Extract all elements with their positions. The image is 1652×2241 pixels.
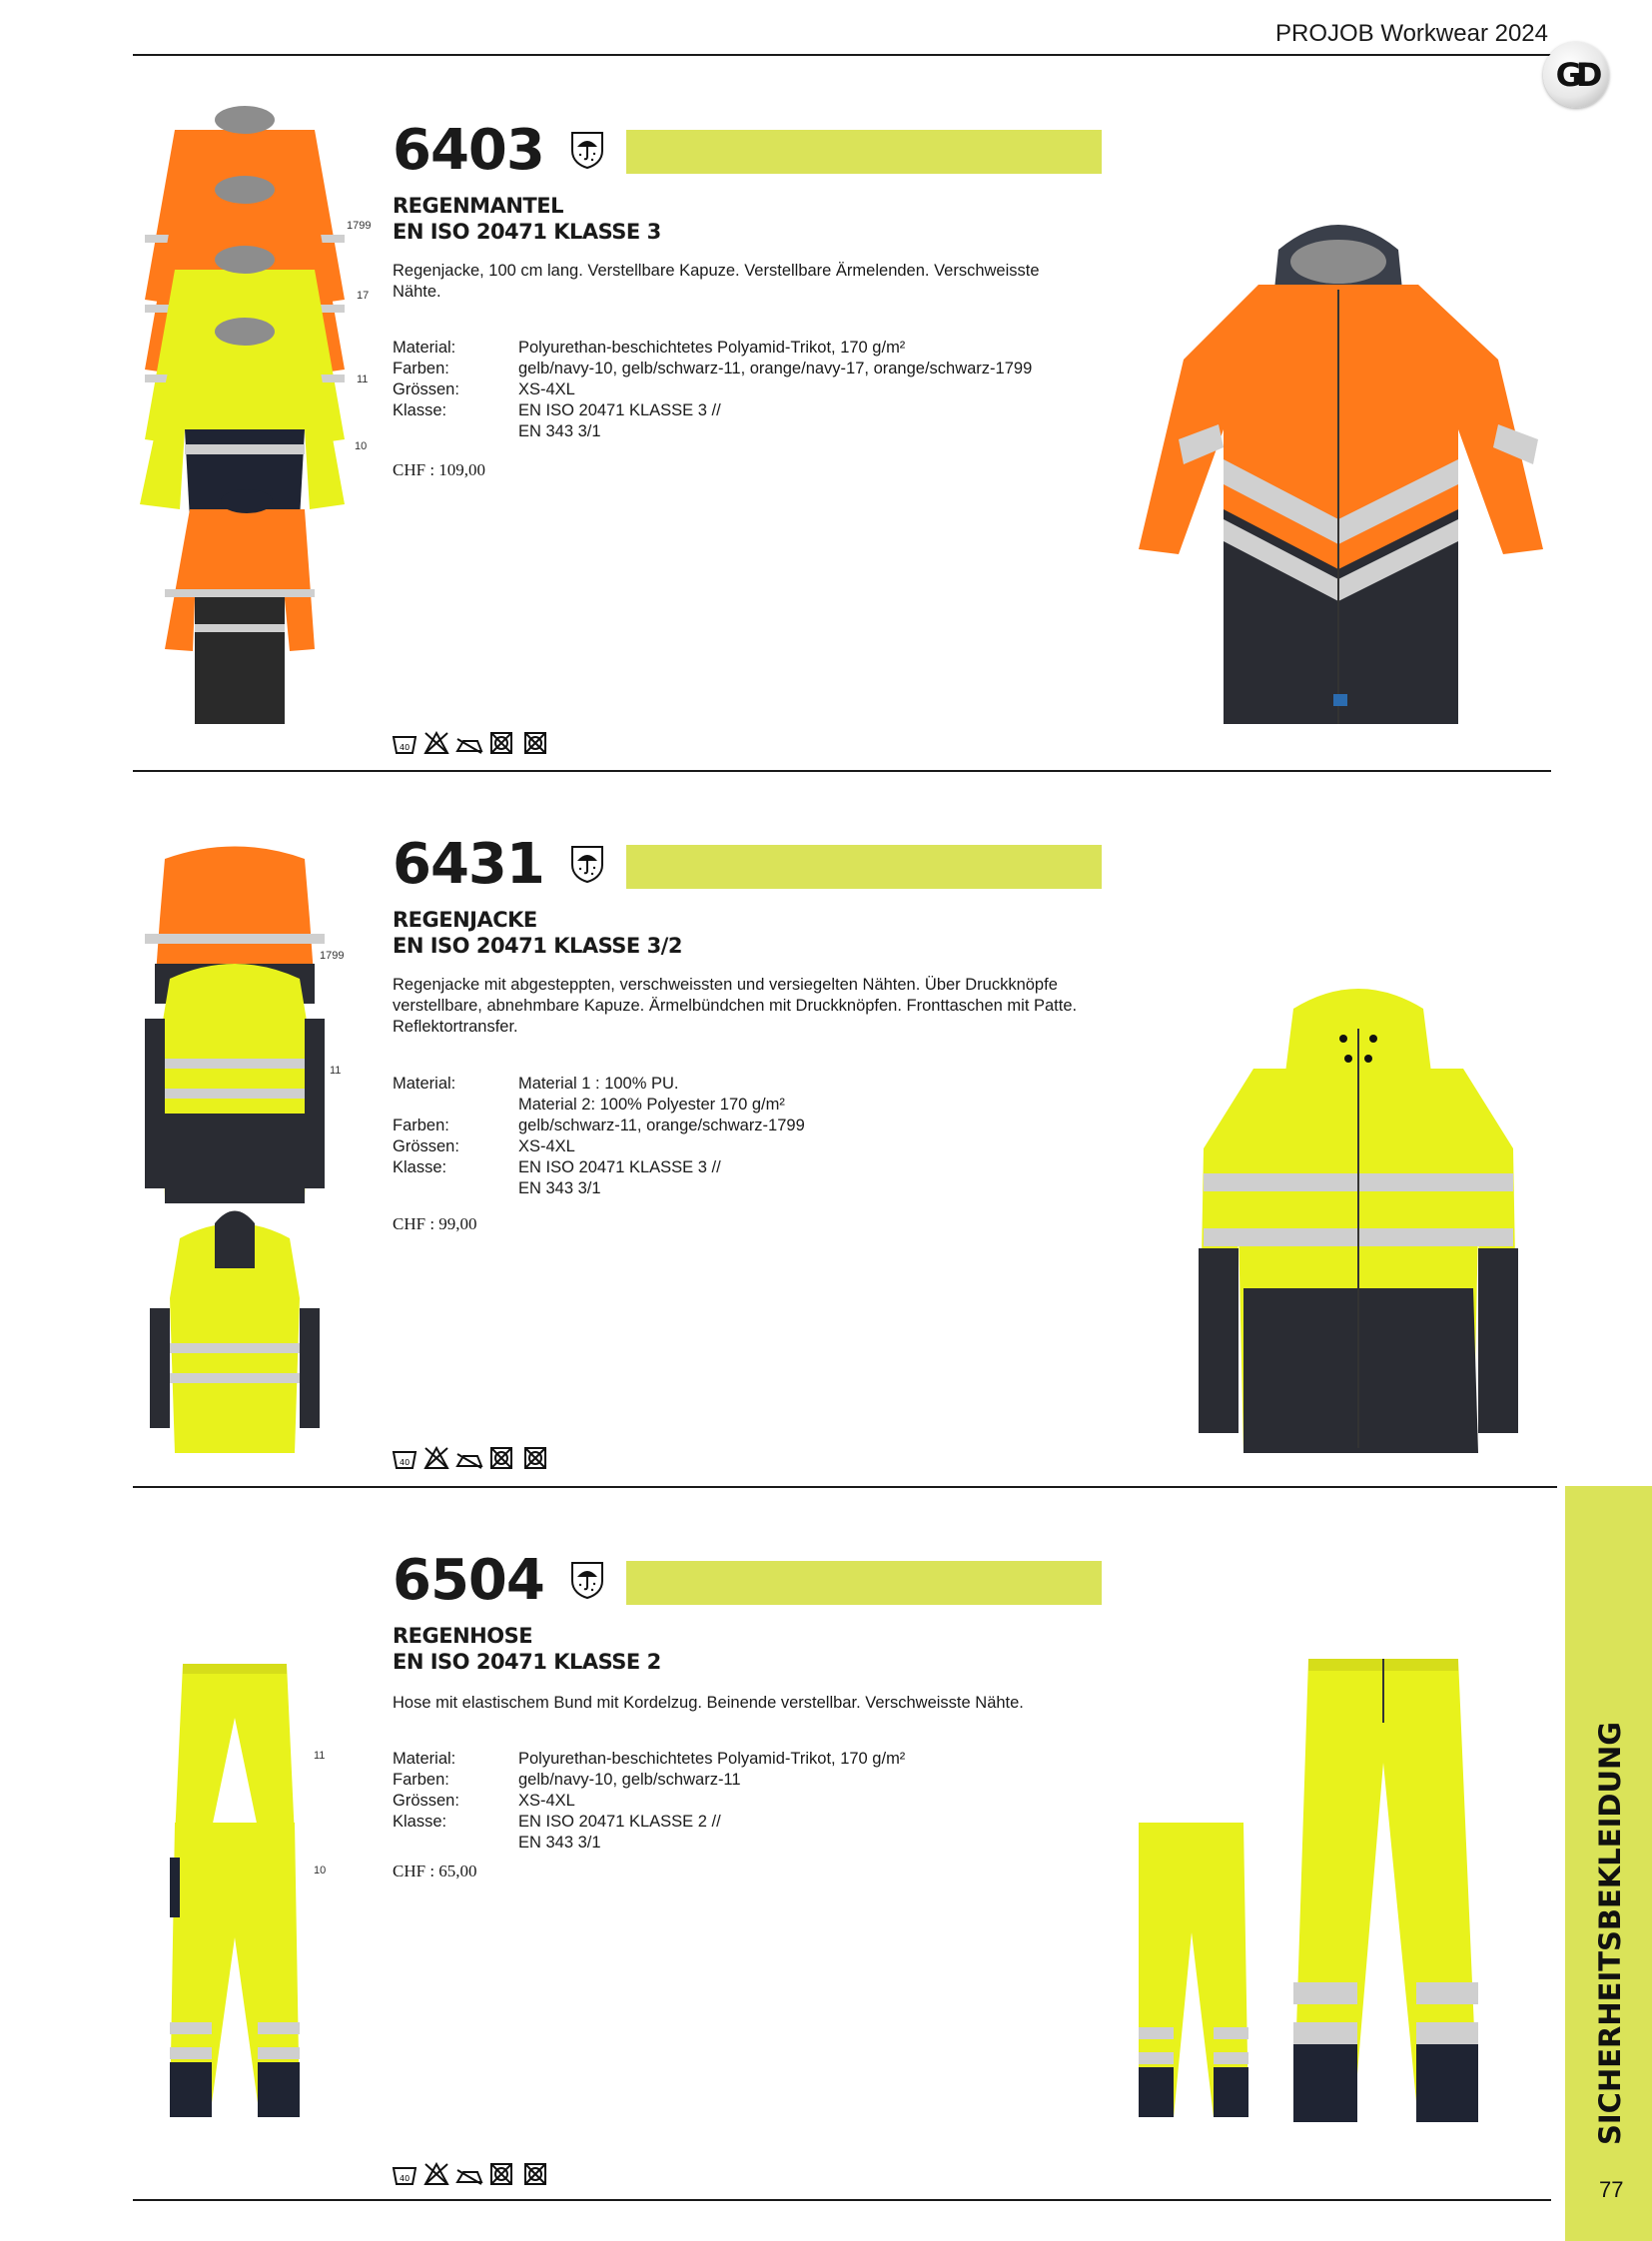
spec-row [393,379,1032,400]
spec-label: Farben: [393,1117,449,1134]
spec-value: EN ISO 20471 KLASSE 3 // [518,1158,721,1176]
spec-value: EN 343 3/1 [518,1834,601,1852]
color-variant-stack [165,1658,305,2122]
no-tumble-dry-icon [491,733,511,753]
spec-row [393,421,1032,442]
no-tumble-dry-icon [491,2164,511,2184]
iron-low-icon [457,739,481,753]
color-code: 1799 [347,220,372,232]
spec-label: Klasse: [393,1813,447,1831]
variant-yellow-10 [170,1823,300,2117]
spec-row [393,400,1032,421]
spec-label: Material: [393,1075,456,1093]
product-description: Regenjacke, 100 cm lang. Verstellbare Kapuze. Verstellbare Ärmelenden. Verschweisste Nähte. [393,262,1040,301]
variant-back-view [150,1211,320,1454]
product-number: 6403 [393,118,544,183]
spec-row [393,338,1032,359]
no-bleach-icon [425,2164,447,2184]
accent-bar [626,1561,1102,1605]
product-number: 6504 [393,1548,544,1613]
product-specs [393,1749,905,1854]
spec-row [393,1136,805,1157]
variant-yellow-11 [175,1664,295,1838]
no-bleach-icon [425,1448,447,1468]
spec-row [393,1095,805,1116]
spec-value: EN ISO 20471 KLASSE 2 // [518,1813,721,1831]
care-symbols-row [392,1446,553,1470]
product-specs [393,1074,805,1199]
product-title [393,193,661,245]
spec-label: Farben: [393,1771,449,1789]
iron-low-icon [457,1454,481,1468]
product-title [393,907,682,959]
spec-value: XS-4XL [518,380,575,398]
trousers-large-view [1293,1659,1478,2122]
accent-bar [626,845,1102,889]
spec-label: Farben: [393,360,449,377]
spec-label: Klasse: [393,401,447,419]
color-code: 11 [314,1750,326,1762]
rain-protection-icon [570,845,604,883]
product-description: Regenjacke mit abgesteppten, verschweissten und versiegelten Nähten. Über Druckknöpfe verstellbare, abnehmbare Kapuze. Ärmelbündchen mit Druckknöpfen. Fronttaschen mit Patte. Reflektortransfer. [393,976,1078,1036]
spec-label: Grössen: [393,1792,459,1810]
color-variant-stack [135,839,335,1458]
color-code: 11 [357,374,369,385]
spec-label: Material: [393,1750,456,1768]
spec-value: XS-4XL [518,1137,575,1155]
color-code: 11 [330,1065,342,1077]
no-dry-clean-icon [525,1448,545,1468]
no-tumble-dry-icon [491,1448,511,1468]
category-label: SICHERHEITSBEKLEIDUNG [1593,1721,1627,2145]
product-image-rain-trousers [1134,1653,1493,2122]
wash-40-icon [394,737,415,753]
product-specs [393,338,1032,442]
wash-40-icon [394,2168,415,2184]
spec-value: gelb/schwarz-11, orange/schwarz-1799 [518,1117,805,1134]
product-norm: EN ISO 20471 KLASSE 2 [393,1650,661,1674]
brand-title: PROJOB Workwear 2024 [1275,20,1548,47]
product-price: CHF : 65,00 [393,1862,477,1880]
spec-row [393,1116,805,1136]
no-dry-clean-icon [525,733,545,753]
spec-row [393,1770,905,1791]
svg-text:40: 40 [400,743,411,752]
svg-text:40: 40 [400,1458,411,1467]
section-divider [133,770,1551,772]
spec-value: Polyurethan-beschichtetes Polyamid-Trikot, 170 g/m² [518,339,906,357]
product-image-raincoat [1139,210,1558,739]
spec-label: Grössen: [393,380,459,398]
care-symbols [392,1446,553,1470]
trousers-small-view [1139,1823,1248,2117]
product-number: 6431 [393,832,544,897]
gd-logo [1543,42,1609,108]
product-name: REGENHOSE [393,1624,533,1648]
spec-value: Material 1 : 100% PU. [518,1075,679,1093]
variant-yellow-11 [145,964,325,1203]
spec-row [393,1791,905,1812]
spec-row [393,1833,905,1854]
spec-value: EN 343 3/1 [518,1179,601,1197]
no-dry-clean-icon [525,2164,545,2184]
product-price: CHF : 99,00 [393,1214,477,1233]
spec-row [393,1178,805,1199]
spec-value: XS-4XL [518,1792,575,1810]
spec-label [393,421,518,442]
wash-40-icon [394,1452,415,1468]
care-symbols-row [392,2162,553,2186]
product-name: REGENJACKE [393,908,537,932]
spec-value: gelb/navy-10, gelb/schwarz-11, orange/navy-17, orange/schwarz-1799 [518,360,1033,377]
product-image-rain-jacket [1194,989,1523,1458]
page-number: 77 [1599,2177,1624,2202]
spec-row [393,1074,805,1095]
spec-row [393,1157,805,1178]
spec-value: Material 2: 100% Polyester 170 g/m² [518,1096,785,1114]
section-divider [133,1486,1557,1488]
care-symbols [392,731,553,755]
product-norm: EN ISO 20471 KLASSE 3 [393,220,661,244]
spec-value: EN 343 3/1 [518,422,601,440]
product-price: CHF : 109,00 [393,460,486,479]
iron-low-icon [457,2170,481,2184]
product-name: REGENMANTEL [393,194,563,218]
care-symbols-row [392,731,553,755]
care-symbols [392,2162,553,2186]
color-variant-stack [135,100,355,739]
color-code: 1799 [320,950,345,962]
logo-text: GD [1555,56,1597,94]
no-bleach-icon [425,733,447,753]
bottom-divider [133,2199,1551,2201]
spec-label [393,1095,518,1116]
color-code: 10 [314,1865,327,1876]
spec-value: EN ISO 20471 KLASSE 3 // [518,401,721,419]
spec-label: Klasse: [393,1158,447,1176]
category-tab [1565,1486,1652,2241]
product-title [393,1623,661,1675]
product-description: Hose mit elastischem Bund mit Kordelzug. Beinende verstellbar. Verschweisste Nähte. [393,1694,1024,1712]
spec-row [393,1812,905,1833]
spec-label [393,1833,518,1854]
spec-label: Grössen: [393,1137,459,1155]
spec-value: Polyurethan-beschichtetes Polyamid-Trikot, 170 g/m² [518,1750,906,1768]
spec-row [393,359,1032,379]
top-divider [133,54,1551,56]
svg-text:40: 40 [400,2174,411,2183]
variant-back-view [165,489,315,724]
spec-label [393,1178,518,1199]
spec-label: Material: [393,339,456,357]
accent-bar [626,130,1102,174]
color-code: 17 [357,290,370,302]
spec-row [393,1749,905,1770]
spec-value: gelb/navy-10, gelb/schwarz-11 [518,1771,741,1789]
rain-protection-icon [570,1561,604,1599]
product-norm: EN ISO 20471 KLASSE 3/2 [393,934,682,958]
rain-protection-icon [570,131,604,169]
color-code: 10 [355,440,368,452]
